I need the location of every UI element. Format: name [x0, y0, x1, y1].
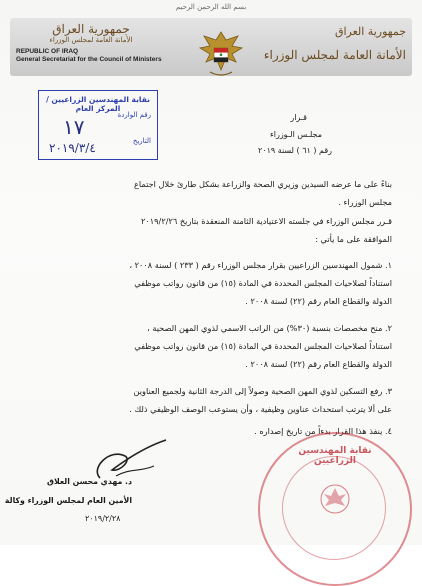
stamp-incoming-number: ١٧	[63, 115, 85, 139]
item1-line-1: ١. شمول المهندسين الزراعيين بقرار مجلس الوزراء رقم ( ٢٣٣ ) لسنة ٢٠٠٨ ،	[129, 260, 392, 270]
decided-line-2: الموافقة على ما يأتي :	[315, 234, 392, 244]
item3-line-1: ٣. رفع التسكين لذوي المهن الصحية وصولاً إلى الدرجة الثانية ولجميع العناوين	[133, 386, 392, 396]
item1-line-2: استناداً لصلاحيات المجلس المحددة في المادة (١٥) من قانون رواتب موظفي	[134, 278, 392, 288]
signatory-title: الأمين العام لمجلس الوزراء وكالة	[4, 496, 132, 505]
item3-line-2: على ألا يترتب استحداث عناوين وظيفية ، وأن يستوعب الوصف الوظيفي ذلك .	[129, 404, 392, 414]
letterhead-left-arabic-secretariat: الأمانة العامة لمجلس الوزراء	[49, 36, 133, 44]
round-stamp-emblem-icon	[318, 482, 352, 516]
item1-line-3: الدولة والقطاع العام رقم (٢٢) لسنة ٢٠٠٨ .	[245, 296, 392, 306]
signature-date: ٢٠١٩/٢/٢٨	[85, 514, 121, 523]
letterhead-right	[256, 24, 406, 64]
item4-line: ٤. ينفذ هذا القرار بدءاً من تاريخ إصداره .	[254, 426, 392, 436]
signatory-name: د. مهدي محسن العلاق	[46, 477, 132, 486]
item2-line-3: الدولة والقطاع العام رقم (٢٢) لسنة ٢٠٠٨ .	[245, 359, 392, 369]
letterhead-right-arabic-country: جمهورية العراق	[334, 25, 406, 38]
intro-line-1: بناءً على ما عرضه السيدين وزيري الصحة والزراعة بشكل طارئ خلال اجتماع	[133, 179, 392, 189]
stamp-title: نقابة المهندسين الزراعيين / المركز العام	[46, 95, 150, 113]
round-red-stamp	[258, 432, 412, 586]
letterhead	[10, 18, 412, 76]
letterhead-left-arabic-country: جمهورية العراق	[52, 22, 130, 36]
incoming-stamp	[38, 90, 158, 160]
letterhead-left-english-secretariat: General Secretariat for the Council of Ministers	[16, 56, 162, 63]
stamp-incoming-label: رقم الواردة	[117, 111, 151, 119]
council-heading: مجلـس الـوزراء	[269, 130, 322, 139]
letterhead-left	[16, 23, 166, 64]
item2-line-2: استناداً لصلاحيات المجلس المحددة في المادة (١٥) من قانون رواتب موظفي	[134, 341, 392, 351]
stamp-date-label: التاريخ	[132, 137, 151, 145]
stamp-date-value: ٢٠١٩/٣/٤	[49, 141, 96, 155]
letterhead-right-arabic-secretariat: الأمانة العامة لمجلس الوزراء	[263, 48, 406, 62]
basmala: بسم الله الرحمن الرحيم	[175, 3, 247, 11]
decision-heading: قـرار	[290, 113, 307, 122]
iraq-eagle-emblem-icon	[196, 26, 246, 82]
round-stamp-text: نقابة المهندسين الزراعيين	[298, 446, 372, 466]
letterhead-left-english-country: REPUBLIC OF IRAQ	[16, 48, 79, 55]
decision-number: رقم ( ٦١ ) لسنة ٢٠١٩	[257, 146, 332, 155]
intro-line-2: مجلس الوزراء .	[338, 197, 392, 207]
item2-line-1: ٢. منح مخصصات بنسبة (٣٠%) من الراتب الاسمي لذوي المهن الصحية ،	[147, 323, 392, 333]
decided-line-1: قـرر مجلس الوزراء في جلسته الاعتيادية الثامنة المنعقدة بتاريخ ٢٠١٩/٢/٢٦	[140, 216, 392, 226]
